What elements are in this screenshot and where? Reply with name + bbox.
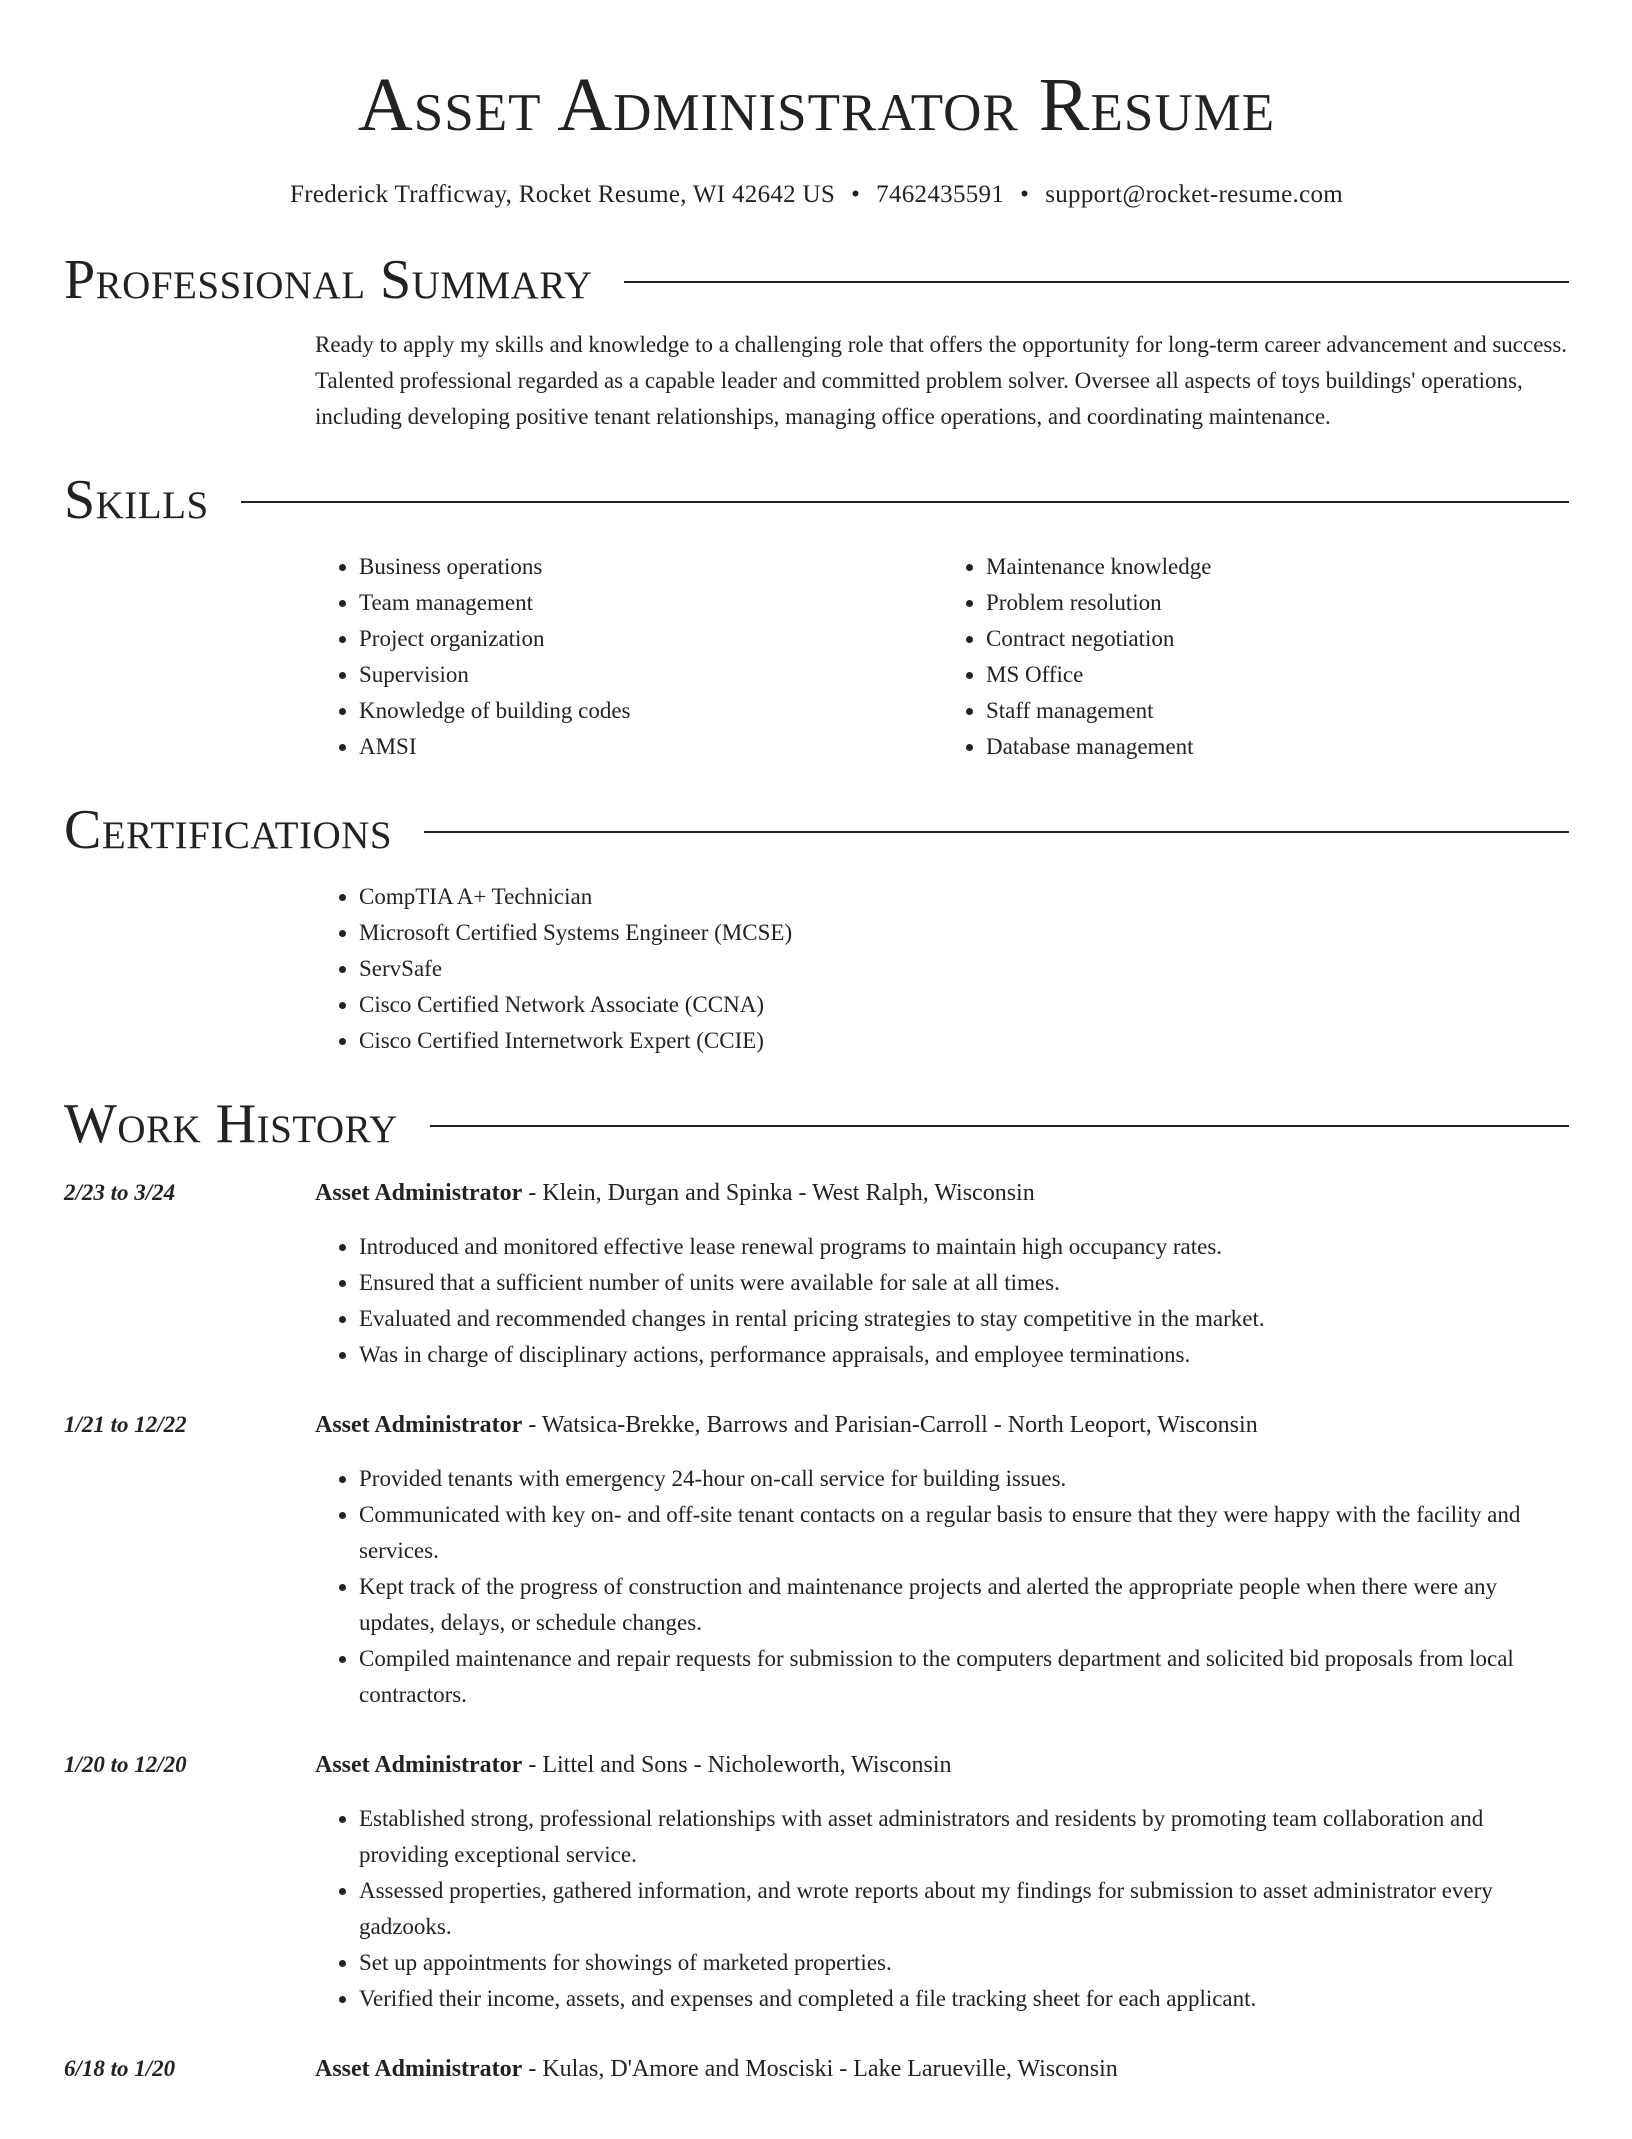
job-dates: 2/23 to 3/24 [64, 1180, 176, 1205]
job-role: Asset Administrator [315, 1412, 523, 1438]
job-dates: 1/21 to 12/22 [64, 1412, 187, 1437]
list-item: • Supervision [359, 657, 942, 693]
section-divider [624, 281, 1569, 283]
job-heading [315, 1407, 1569, 1443]
job-entry [64, 1747, 1569, 2017]
skills-list-left [315, 549, 942, 765]
certifications-section [64, 795, 1569, 1059]
section-divider [241, 501, 1569, 503]
job-bullets [315, 1461, 1569, 1713]
list-item: • Ensured that a sufficient number of units were available for sale at all times. [359, 1265, 1569, 1301]
job-dates: 1/20 to 12/20 [64, 1752, 187, 1777]
list-item: • MS Office [986, 657, 1569, 693]
job-details [315, 1175, 1569, 1373]
list-item: • Database management [986, 729, 1569, 765]
section-divider [424, 831, 1569, 833]
list-item: • Project organization [359, 621, 942, 657]
list-item: • Verified their income, assets, and expenses and completed a file tracking sheet for each applicant. [359, 1981, 1569, 2017]
list-item: • Was in charge of disciplinary actions, performance appraisals, and employee terminations. [359, 1337, 1569, 1373]
job-role: Asset Administrator [315, 1180, 523, 1206]
summary-header [64, 245, 1569, 315]
list-item: • Established strong, professional relationships with asset administrators and residents by promoting team collaboration and providing exceptional service. [359, 1801, 1569, 1873]
job-employer: - Watsica-Brekke, Barrows and Parisian-Carroll - North Leoport, Wisconsin [522, 1412, 1258, 1438]
work-jobs [64, 1175, 1569, 2105]
list-item: • Introduced and monitored effective lease renewal programs to maintain high occupancy rates. [359, 1229, 1569, 1265]
list-item: • Problem resolution [986, 585, 1569, 621]
job-entry [64, 2051, 1569, 2105]
contact-address: Frederick Trafficway, Rocket Resume, WI 42642 US [289, 181, 836, 208]
list-item: • Maintenance knowledge [986, 549, 1569, 585]
list-item: • Knowledge of building codes [359, 693, 942, 729]
job-details [315, 2051, 1569, 2105]
contact-email: support@rocket-resume.com [1045, 181, 1344, 208]
certifications-title: Certifications [64, 799, 393, 861]
job-bullets [315, 1229, 1569, 1373]
job-details [315, 1747, 1569, 2017]
list-item: • Set up appointments for showings of marketed properties. [359, 1945, 1569, 1981]
list-item: • Business operations [359, 549, 942, 585]
skills-title: Skills [64, 469, 209, 531]
list-item: • Compiled maintenance and repair requests for submission to the computers department and solicited bid proposals from local contractors. [359, 1641, 1569, 1713]
list-item: • CompTIA A+ Technician [359, 879, 1569, 915]
skills-body [315, 549, 1569, 765]
job-employer: - Klein, Durgan and Spinka - West Ralph, Wisconsin [522, 1180, 1035, 1206]
work-header [64, 1089, 1569, 1159]
job-role: Asset Administrator [315, 1752, 523, 1778]
job-heading [315, 1175, 1569, 1211]
work-title: Work History [64, 1093, 398, 1155]
contact-separator: • [851, 181, 861, 208]
skills-section [64, 465, 1569, 765]
list-item: • Cisco Certified Internetwork Expert (CCIE) [359, 1023, 1569, 1059]
skills-header [64, 465, 1569, 535]
skills-list-right [942, 549, 1569, 765]
job-employer: - Kulas, D'Amore and Mosciski - Lake Larueville, Wisconsin [522, 2056, 1118, 2082]
job-heading [315, 1747, 1569, 1783]
list-item: • Communicated with key on- and off-site tenant contacts on a regular basis to ensure that they were happy with the facility and services. [359, 1497, 1569, 1569]
certifications-list [315, 879, 1569, 1059]
job-entry [64, 1175, 1569, 1373]
job-heading [315, 2051, 1569, 2087]
list-item: • Provided tenants with emergency 24-hour on-call service for building issues. [359, 1461, 1569, 1497]
list-item: • Contract negotiation [986, 621, 1569, 657]
summary-section [64, 245, 1569, 435]
list-item: • Staff management [986, 693, 1569, 729]
certifications-header [64, 795, 1569, 865]
list-item: • AMSI [359, 729, 942, 765]
contact-phone: 7462435591 [876, 181, 1005, 208]
section-divider [430, 1125, 1569, 1127]
list-item: • ServSafe [359, 951, 1569, 987]
list-item: • Microsoft Certified Systems Engineer (MCSE) [359, 915, 1569, 951]
resume-title: Asset Administrator Resume [357, 63, 1276, 147]
job-details [315, 1407, 1569, 1713]
work-section [64, 1089, 1569, 2105]
list-item: • Assessed properties, gathered information, and wrote reports about my findings for submission to asset administrator every gadzooks. [359, 1873, 1569, 1945]
summary-text: Ready to apply my skills and knowledge to a challenging role that offers the opportunity for long-term career advancement and success. Talented professional regarded as a capable leader and committed problem solver. Oversee all aspects of toys buildings' operations, including developing positive tenant relationships, managing office operations, and coordinating maintenance. [315, 332, 1568, 429]
resume-page [64, 0, 1569, 2139]
job-employer: - Littel and Sons - Nicholeworth, Wisconsin [522, 1752, 952, 1778]
contact-separator: • [1020, 181, 1030, 208]
job-dates: 6/18 to 1/20 [64, 2056, 176, 2081]
job-role: Asset Administrator [315, 2056, 523, 2082]
contact-line [64, 180, 1569, 210]
job-bullets [315, 1801, 1569, 2017]
summary-title: Professional Summary [64, 249, 593, 311]
job-entry [64, 1407, 1569, 1713]
summary-body [315, 327, 1569, 435]
list-item: • Kept track of the progress of construction and maintenance projects and alerted the appropriate people when there were any updates, delays, or schedule changes. [359, 1569, 1569, 1641]
list-item: • Cisco Certified Network Associate (CCNA) [359, 987, 1569, 1023]
list-item: • Evaluated and recommended changes in rental pricing strategies to stay competitive in the market. [359, 1301, 1569, 1337]
list-item: • Team management [359, 585, 942, 621]
certifications-body [315, 879, 1569, 1059]
